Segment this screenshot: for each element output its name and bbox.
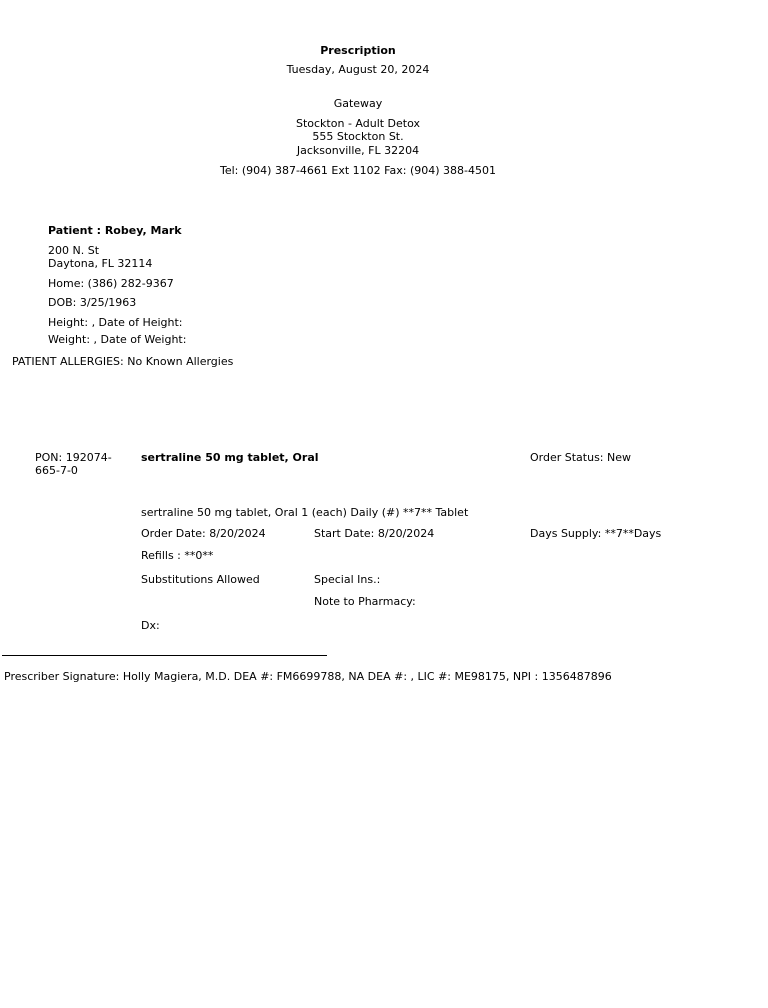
drug-title: sertraline 50 mg tablet, Oral bbox=[141, 451, 319, 464]
order-status: Order Status: New bbox=[530, 451, 632, 464]
facility-contact: Tel: (904) 387-4661 Ext 1102 Fax: (904) 388-4501 bbox=[220, 164, 496, 177]
patient-address-line2: Daytona, FL 32114 bbox=[48, 257, 153, 270]
patient-allergies: PATIENT ALLERGIES: No Known Allergies bbox=[12, 355, 234, 368]
start-date: Start Date: 8/20/2024 bbox=[314, 527, 435, 540]
patient-home-phone: Home: (386) 282-9367 bbox=[48, 277, 174, 290]
drug-sig: sertraline 50 mg tablet, Oral 1 (each) Daily (#) **7** Tablet bbox=[141, 506, 469, 519]
diagnosis: Dx: bbox=[141, 619, 160, 632]
pon-number-line2: 665-7-0 bbox=[35, 464, 78, 477]
pon-number-line1: PON: 192074- bbox=[35, 451, 112, 464]
document-title: Prescription bbox=[320, 44, 396, 57]
facility-address-line1: 555 Stockton St. bbox=[312, 130, 404, 143]
special-instructions: Special Ins.: bbox=[314, 573, 381, 586]
days-supply: Days Supply: **7**Days bbox=[530, 527, 662, 540]
note-to-pharmacy: Note to Pharmacy: bbox=[314, 595, 416, 608]
patient-name: Patient : Robey, Mark bbox=[48, 224, 182, 237]
patient-weight: Weight: , Date of Weight: bbox=[48, 333, 187, 346]
signature-line bbox=[2, 655, 327, 656]
prescription-date: Tuesday, August 20, 2024 bbox=[286, 63, 430, 76]
facility-address-line2: Jacksonville, FL 32204 bbox=[296, 144, 420, 157]
patient-dob: DOB: 3/25/1963 bbox=[48, 296, 137, 309]
prescriber-signature: Prescriber Signature: Holly Magiera, M.D. DEA #: FM6699788, NA DEA #: , LIC #: ME98175, NPI : 1356487896 bbox=[4, 670, 612, 683]
patient-height: Height: , Date of Height: bbox=[48, 316, 183, 329]
patient-address-line1: 200 N. St bbox=[48, 244, 100, 257]
organization-name: Gateway bbox=[333, 97, 383, 110]
facility-name: Stockton - Adult Detox bbox=[295, 117, 421, 130]
refills: Refills : **0** bbox=[141, 549, 214, 562]
substitutions: Substitutions Allowed bbox=[141, 573, 260, 586]
order-date: Order Date: 8/20/2024 bbox=[141, 527, 266, 540]
